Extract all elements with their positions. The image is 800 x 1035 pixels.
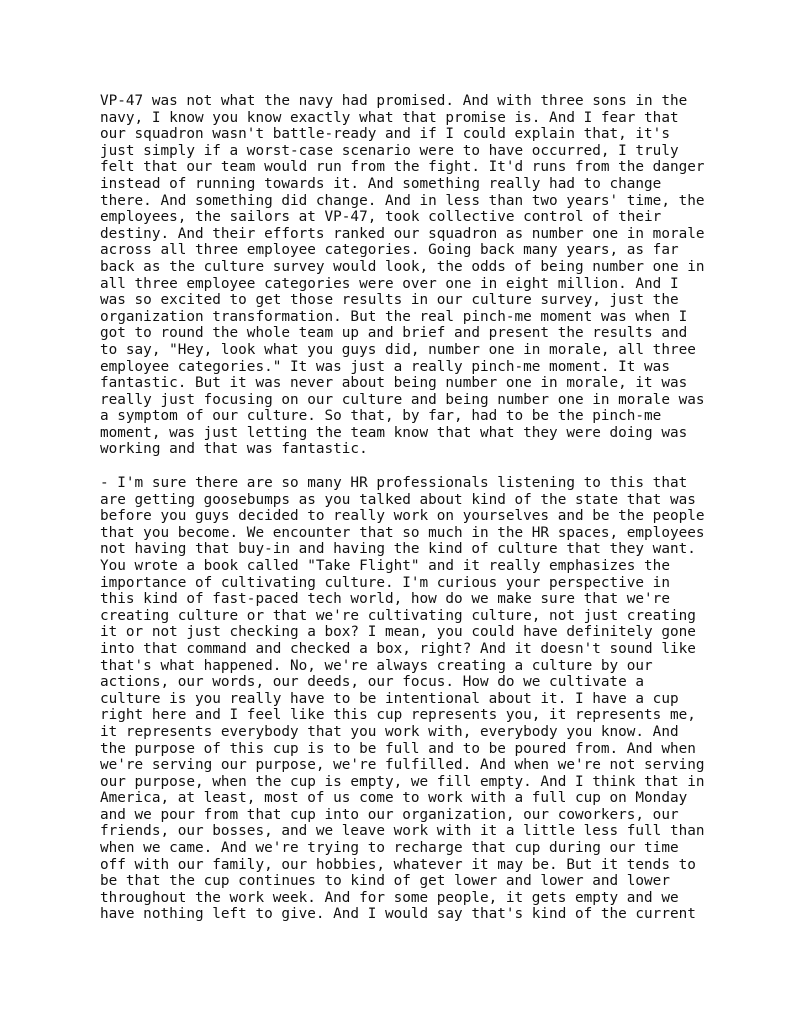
text-line: fantastic. But it was never about being number one in morale, it was [100, 375, 688, 392]
text-line: a symptom of our culture. So that, by far, had to be the pinch-me [100, 408, 662, 425]
text-line: instead of running towards it. And something really had to change [100, 175, 662, 192]
text-line: destiny. And their efforts ranked our squadron as number one in morale [100, 225, 705, 242]
text-line: off with our family, our hobbies, whatever it may be. But it tends to [100, 856, 696, 873]
text-line: importance of cultivating culture. I'm curious your perspective in [100, 574, 670, 591]
text-line: felt that our team would run from the fight. It'd runs from the danger [100, 159, 705, 176]
text-line: back as the culture survey would look, the odds of being number one in [100, 258, 705, 275]
text-line: - I'm sure there are so many HR professionals listening to this that [100, 475, 688, 491]
text-line: right here and I feel like this cup represents you, it represents me, [100, 707, 696, 724]
text-line: to say, "Hey, look what you guys did, number one in morale, all three [100, 341, 696, 358]
text-line: employee categories." It was just a really pinch-me moment. It was [100, 358, 670, 375]
text-line: all three employee categories were over one in eight million. And I [100, 275, 679, 292]
text-line: that you become. We encounter that so much in the HR spaces, employees [100, 524, 705, 541]
text-line: when we came. And we're trying to recharge that cup during our time [100, 840, 679, 857]
text-line: throughout the work week. And for some people, it gets empty and we [100, 889, 679, 906]
text-line: have nothing left to give. And I would say that's kind of the current [100, 906, 696, 923]
text-line: across all three employee categories. Going back many years, as far [100, 242, 679, 259]
text-line: our purpose, when the cup is empty, we fill empty. And I think that in [100, 773, 705, 790]
text-line: working and that was fantastic. [100, 441, 368, 458]
text-line: and we pour from that cup into our organization, our coworkers, our [100, 806, 679, 823]
text-line: are getting goosebumps as you talked about kind of the state that was [100, 491, 696, 508]
paragraph-1 [100, 93, 710, 458]
text-line: moment, was just letting the team know that what they were doing was [100, 424, 688, 441]
text-line: organization transformation. But the real pinch-me moment was when I [100, 308, 688, 325]
text-line: that's what happened. No, we're always creating a culture by our [100, 657, 653, 674]
text-line: creating culture or that we're cultivating culture, not just creating [100, 607, 696, 624]
text-line: got to round the whole team up and brief and present the results and [100, 325, 688, 342]
text-line: into that command and checked a box, right? And it doesn't sound like [100, 640, 696, 657]
text-line: employees, the sailors at VP-47, took collective control of their [100, 209, 662, 226]
text-line: our squadron wasn't battle-ready and if I could explain that, it's [100, 126, 670, 143]
text-line: we're serving our purpose, we're fulfilled. And when we're not serving [100, 757, 705, 774]
text-line: was so excited to get those results in our culture survey, just the [100, 292, 679, 309]
text-line: be that the cup continues to kind of get lower and lower and lower [100, 873, 670, 890]
text-line: before you guys decided to really work on yourselves and be the people [100, 508, 705, 525]
text-line: there. And something did change. And in less than two years' time, the [100, 192, 705, 209]
text-line: it or not just checking a box? I mean, you could have definitely gone [100, 624, 696, 641]
text-line: culture is you really have to be intentional about it. I have a cup [100, 690, 679, 707]
text-line: navy, I know you know exactly what that promise is. And I fear that [100, 109, 679, 126]
paragraph-2 [100, 475, 710, 923]
text-line: actions, our words, our deeds, our focus. How do we cultivate a [100, 674, 645, 691]
text-line: it represents everybody that you work with, everybody you know. And [100, 723, 679, 740]
text-line: really just focusing on our culture and being number one in morale was [100, 391, 705, 408]
text-line: the purpose of this cup is to be full and to be poured from. And when [100, 740, 696, 757]
text-line: America, at least, most of us come to work with a full cup on Monday [100, 790, 688, 807]
text-line: You wrote a book called "Take Flight" and it really emphasizes the [100, 557, 670, 574]
text-line: this kind of fast-paced tech world, how do we make sure that we're [100, 591, 670, 608]
text-line: not having that buy-in and having the kind of culture that they want. [100, 541, 696, 558]
text-line: friends, our bosses, and we leave work with it a little less full than [100, 823, 705, 840]
text-line: just simply if a worst-case scenario were to have occurred, I truly [100, 142, 679, 159]
text-line: VP-47 was not what the navy had promised. And with three sons in the [100, 93, 688, 109]
